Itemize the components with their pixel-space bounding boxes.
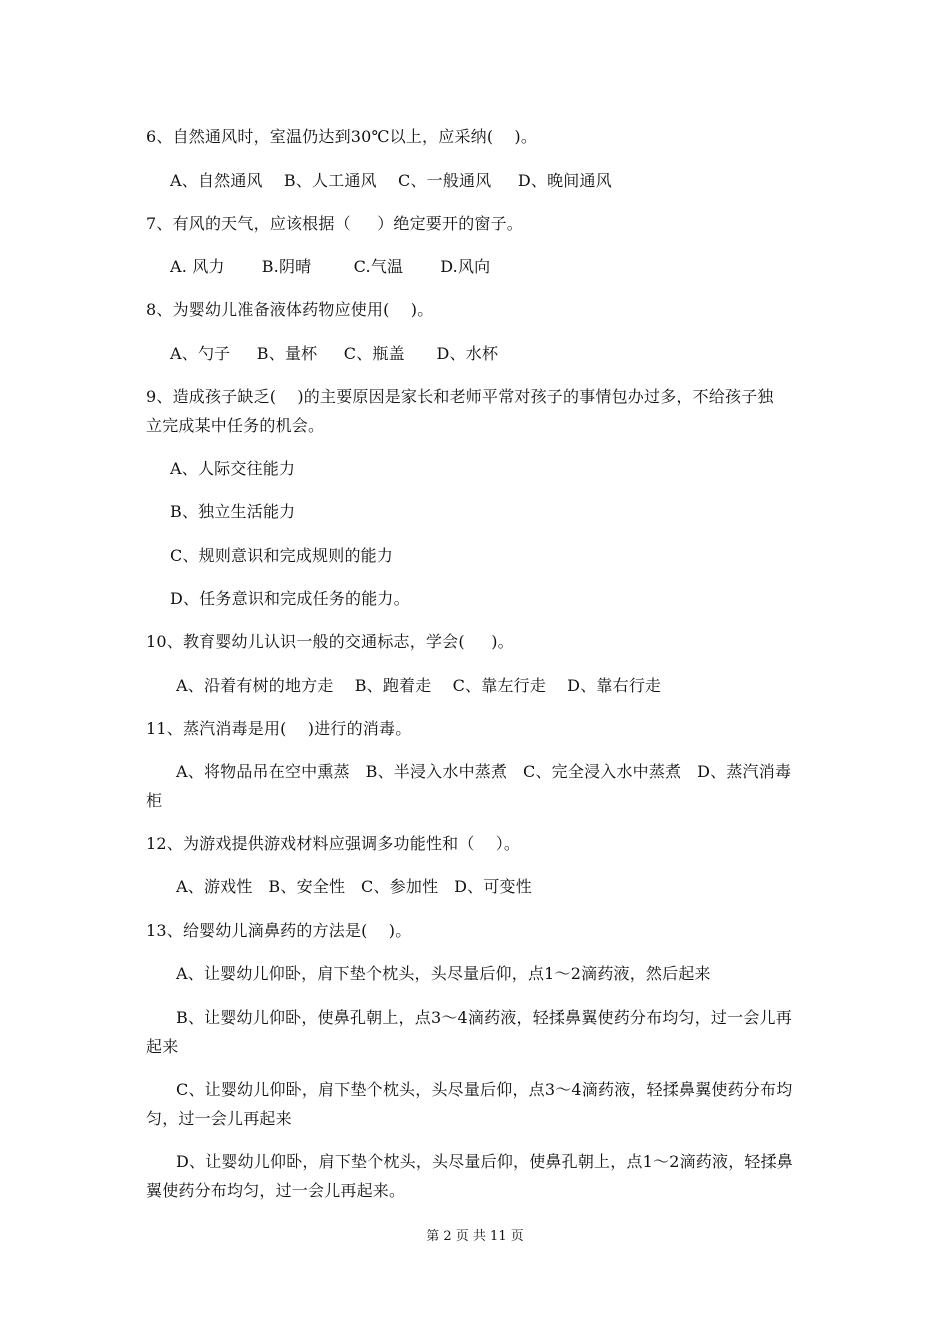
question-12-stem: 12、为游戏提供游戏材料应强调多功能性和（ ）。 bbox=[146, 834, 521, 853]
question-9-option-c: C、规则意识和完成规则的能力 bbox=[170, 546, 394, 565]
question-13-option-b-line1: B、让婴幼儿仰卧，使鼻孔朝上，点3～4滴药液，轻揉鼻翼使药分布均匀，过一会儿再 bbox=[176, 1008, 792, 1027]
question-13-option-a: A、让婴幼儿仰卧，肩下垫个枕头，头尽量后仰，点1～2滴药液，然后起来 bbox=[176, 964, 711, 983]
question-9-option-b: B、独立生活能力 bbox=[170, 502, 296, 521]
question-6-options: A、自然通风 B、人工通风 C、一般通风 D、晚间通风 bbox=[170, 171, 612, 190]
question-9-option-d: D、任务意识和完成任务的能力。 bbox=[170, 589, 410, 608]
question-11-stem: 11、蒸汽消毒是用( )进行的消毒。 bbox=[146, 719, 412, 738]
question-9-stem-line2: 立完成某中任务的机会。 bbox=[146, 416, 325, 435]
question-12-options: A、游戏性 B、安全性 C、参加性 D、可变性 bbox=[176, 877, 532, 896]
question-13-option-d-line2: 翼使药分布均匀，过一会儿再起来。 bbox=[146, 1181, 406, 1200]
question-13-option-c-line2: 匀，过一会儿再起来 bbox=[146, 1109, 292, 1128]
question-11-options-line2: 柜 bbox=[146, 791, 163, 810]
question-7-stem: 7、有风的天气，应该根据（ ）绝定要开的窗子。 bbox=[146, 214, 524, 233]
question-13-option-b-line2: 起来 bbox=[146, 1037, 179, 1056]
question-6-stem: 6、自然通风时，室温仍达到30℃以上，应采纳( )。 bbox=[146, 127, 538, 146]
page-number-footer: 第 2 页 共 11 页 bbox=[426, 1229, 524, 1244]
question-8-stem: 8、为婴幼儿准备液体药物应使用( )。 bbox=[146, 300, 434, 319]
question-9-option-a: A、人际交往能力 bbox=[170, 459, 296, 478]
question-10-options: A、沿着有树的地方走 B、跑着走 C、靠左行走 D、靠右行走 bbox=[176, 676, 662, 695]
question-9-stem-line1: 9、造成孩子缺乏( )的主要原因是家长和老师平常对孩子的事情包办过多，不给孩子独 bbox=[146, 387, 774, 406]
question-11-options-line1: A、将物品吊在空中熏蒸 B、半浸入水中蒸煮 C、完全浸入水中蒸煮 D、蒸汽消毒 bbox=[176, 762, 792, 781]
question-10-stem: 10、教育婴幼儿认识一般的交通标志，学会( )。 bbox=[146, 632, 514, 651]
question-13-option-c-line1: C、让婴幼儿仰卧，肩下垫个枕头，头尽量后仰，点3～4滴药液，轻揉鼻翼使药分布均 bbox=[176, 1080, 793, 1099]
question-7-options: A. 风力 B.阴晴 C.气温 D.风向 bbox=[170, 257, 491, 276]
question-13-option-d-line1: D、让婴幼儿仰卧，肩下垫个枕头，头尽量后仰，使鼻孔朝上，点1～2滴药液，轻揉鼻 bbox=[176, 1152, 793, 1171]
question-13-stem: 13、给婴幼儿滴鼻药的方法是( )。 bbox=[146, 921, 412, 940]
question-8-options: A、勺子 B、量杯 C、瓶盖 D、水杯 bbox=[170, 344, 499, 363]
